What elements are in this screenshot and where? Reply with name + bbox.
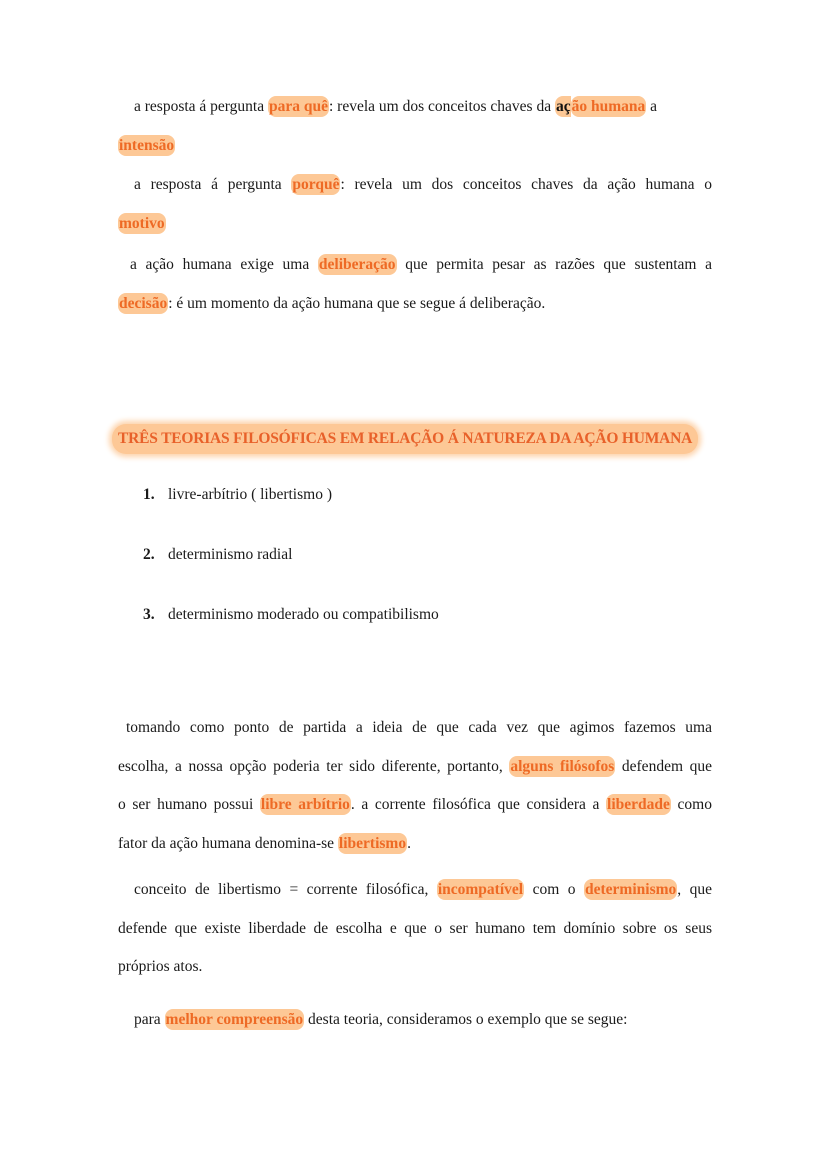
text-run: a resposta á pergunta [134, 98, 268, 115]
text-line [118, 709, 712, 748]
highlighted-term: libre arbítrio [260, 796, 350, 813]
paragraph [118, 246, 712, 323]
highlighted-term: porquê [292, 176, 340, 193]
list-text: livre-arbítrio ( libertismo ) [168, 486, 332, 503]
highlighted-term: melhor compreensão [165, 1011, 304, 1028]
list-number: 3. [143, 606, 155, 623]
highlighted-term: aç [555, 98, 571, 115]
text-run: : é um momento da ação humana que se segue á deliberação. [168, 294, 546, 312]
text-line [118, 748, 712, 787]
text-run: defendem que [615, 757, 712, 775]
text-run: a resposta á pergunta [134, 176, 292, 193]
text-run: fator da ação humana denomina-se [118, 834, 338, 852]
highlighted-term: libertismo [338, 834, 407, 852]
highlighted-term: motivo [119, 214, 165, 232]
text-run: : revela um dos conceitos chaves da [329, 98, 555, 115]
list-text: determinismo moderado ou compatibilismo [168, 606, 439, 623]
text-run: para [134, 1011, 165, 1028]
text-run: próprios atos. [118, 958, 203, 975]
text-line [118, 1001, 712, 1040]
highlighted-term: determinismo [585, 881, 677, 898]
text-run: conceito de libertismo = corrente filosófica, [134, 881, 437, 898]
paragraph [118, 166, 712, 243]
text-run: defende que existe liberdade de escolha e que o ser humano tem domínio sobre os seus [118, 919, 712, 937]
text-run: a [646, 98, 658, 115]
text-run: que permita pesar as razões que sustentam a [396, 256, 712, 273]
highlighted-term: liberdade [607, 796, 670, 813]
text-line [118, 948, 712, 987]
highlighted-term: deliberação [318, 256, 396, 273]
paragraph [118, 1001, 712, 1040]
text-line [118, 786, 712, 825]
text-run: , que [677, 881, 712, 898]
highlighted-term: incompatível [437, 881, 524, 898]
text-run: tomando como ponto de partida a ideia de que cada vez que agimos fazemos uma [126, 719, 712, 736]
text-run: : revela um dos conceitos chaves da ação humana o [340, 176, 712, 193]
text-line [118, 166, 712, 205]
text-line [118, 127, 712, 166]
text-line [118, 825, 712, 864]
list-item [143, 476, 439, 536]
section-heading: TRÊS TEORIAS FILOSÓFICAS EM RELAÇÃO Á NATUREZA DA AÇÃO HUMANA [112, 424, 698, 454]
highlighted-term: intensão [119, 136, 175, 154]
text-line [118, 246, 712, 285]
text-run: a ação humana exige uma [130, 256, 318, 273]
text-run: desta teoria, consideramos o exemplo que se segue: [304, 1011, 628, 1028]
text-line [118, 910, 712, 949]
paragraph [118, 871, 712, 987]
text-run: . [407, 834, 411, 852]
theories-list [143, 476, 439, 656]
highlighted-term: ão humana [571, 98, 646, 115]
text-line [118, 871, 712, 910]
text-run: como [670, 796, 712, 813]
paragraph [118, 709, 712, 863]
text-run: . a corrente filosófica que considera a [350, 796, 607, 813]
text-line [118, 205, 712, 244]
text-run: com o [524, 881, 584, 898]
text-line [118, 88, 712, 127]
paragraph [118, 88, 712, 165]
list-number: 2. [143, 546, 155, 563]
text-line [118, 285, 712, 324]
highlighted-term: para quê [269, 98, 328, 115]
highlighted-term: alguns filósofos [510, 757, 615, 775]
list-item [143, 536, 439, 596]
text-run: o ser humano possui [118, 796, 260, 813]
highlighted-term: decisão [119, 294, 168, 312]
list-text: determinismo radial [168, 546, 293, 563]
list-item [143, 596, 439, 656]
text-run: escolha, a nossa opção poderia ter sido diferente, portanto, [118, 757, 510, 775]
list-number: 1. [143, 486, 155, 503]
